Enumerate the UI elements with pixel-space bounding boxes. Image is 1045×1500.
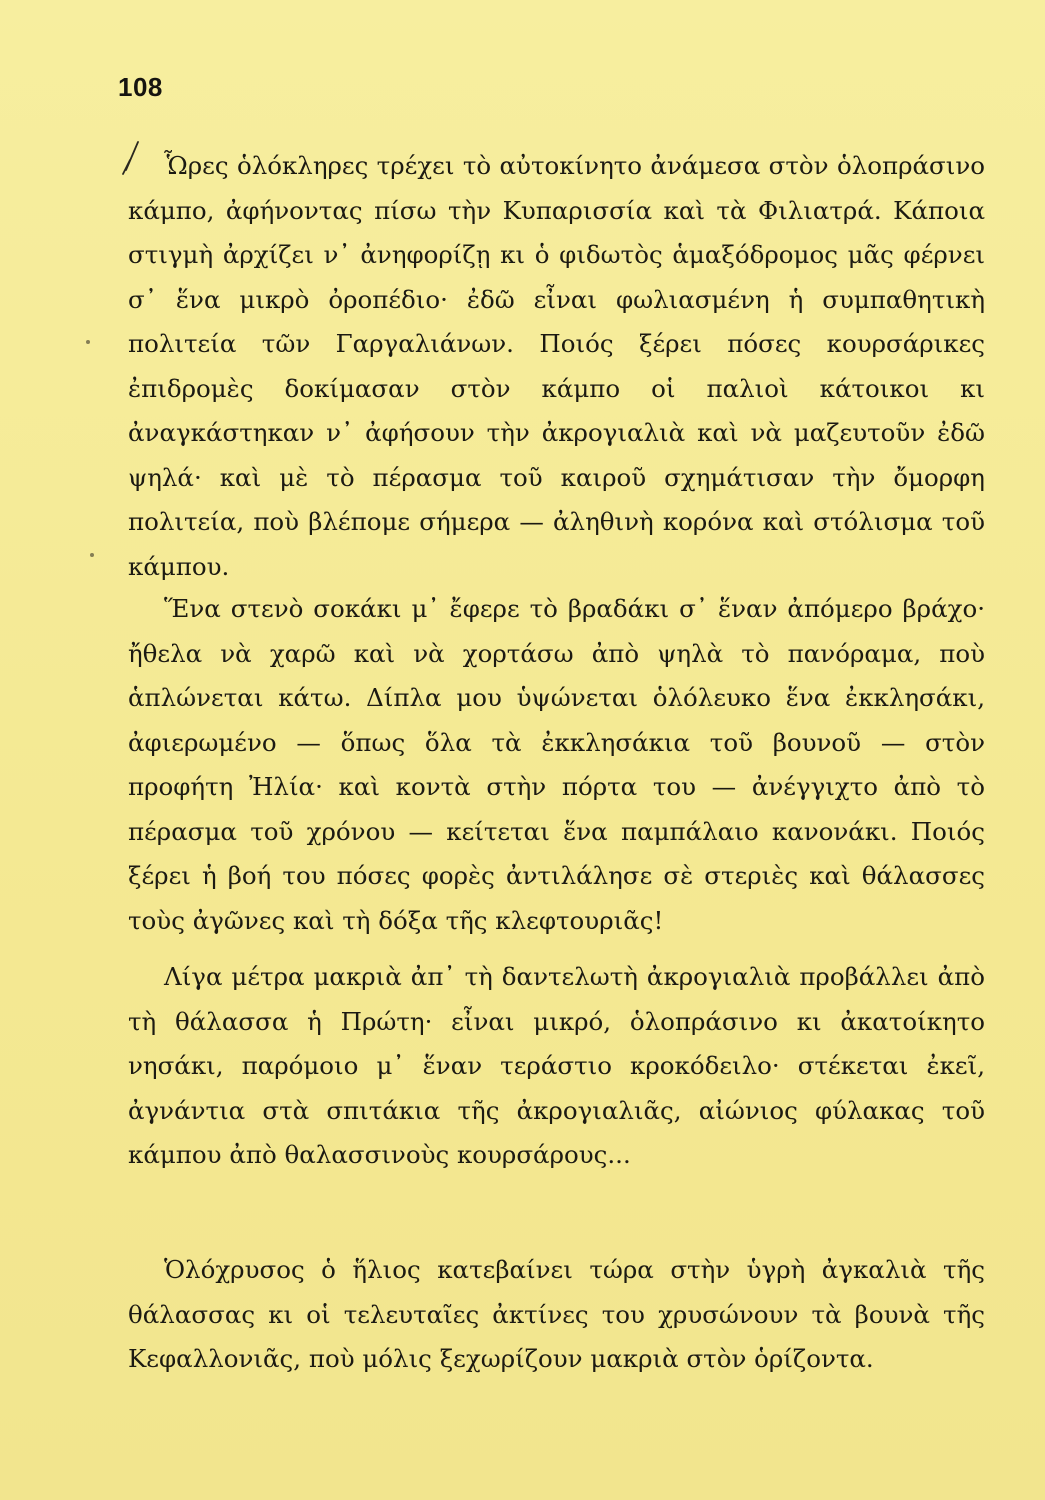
page-number: 108 <box>118 72 163 102</box>
paragraph-gargalianoi <box>128 144 985 589</box>
paragraph-text: Ὧρες ὁλόκληρες τρέχει τὸ αὐτοκίνητο ἀνάμεσα στὸν ὁλοπράσινο κάμπο, ἀφήνοντας πίσω τὴν Κυπαρισσία καὶ τὰ Φιλιατρά. Κάποια στιγμὴ ἀρχίζει ν᾽ ἀνηφορίζῃ κι ὁ φιδωτὸς ἁμαξόδρομος μᾶς φέρνει σ᾽ ἕνα μικρὸ ὀροπέδιο· ἐδῶ εἶναι φωλιασμένη ἡ συμπαθητικὴ πολιτεία τῶν Γαργαλιάνων. Ποιός ξέρει πόσες κουρσάρικες ἐπιδρομὲς δοκίμασαν στὸν κάμπο οἱ παλιοὶ κάτοικοι κι ἀναγκάστηκαν ν᾽ ἀφήσουν τὴν ἀκρογιαλιὰ καὶ νὰ μαζευτοῦν ἐδῶ ψηλά· καὶ μὲ τὸ πέρασμα τοῦ καιροῦ σχημάτισαν τὴν ὄμορφη πολιτεία, ποὺ βλέπομε σήμερα — ἀληθινὴ κορόνα καὶ στόλισμα τοῦ κάμπου. <box>128 151 985 581</box>
paragraph-sunset <box>128 1248 985 1382</box>
paragraph-proti-island <box>128 955 985 1178</box>
paragraph-chapel-cannon <box>128 587 985 943</box>
page-speck <box>86 340 90 344</box>
paragraph-text: Ὁλόχρυσος ὁ ἥλιος κατεβαίνει τώρα στὴν ὑγρὴ ἀγκαλιὰ τῆς θάλασσας κι οἱ τελευταῖες ἀκτίνες του χρυσώνουν τὰ βουνὰ τῆς Κεφαλλονιᾶς, ποὺ μόλις ξεχωρίζουν μακριὰ στὸν ὁρίζοντα. <box>128 1255 985 1373</box>
page-speck <box>90 553 94 557</box>
paragraph-text: Ἕνα στενὸ σοκάκι μ᾽ ἔφερε τὸ βραδάκι σ᾽ ἕναν ἀπόμερο βράχο· ἤθελα νὰ χαρῶ καὶ νὰ χορτάσω ἀπὸ ψηλὰ τὸ πανόραμα, ποὺ ἁπλώνεται κάτω. Δίπλα μου ὑψώνεται ὁλόλευκο ἕνα ἐκκλησάκι, ἀφιερωμένο — ὅπως ὅλα τὰ ἐκκλησάκια τοῦ βουνοῦ — στὸν προφήτη Ἠλία· καὶ κοντὰ στὴν πόρτα του — ἀνέγγιχτο ἀπὸ τὸ πέρασμα τοῦ χρόνου — κείτεται ἕνα παμπάλαιο κανονάκι. Ποιός ξέρει ἡ βοή του πόσες φορὲς ἀντιλάλησε σὲ στεριὲς καὶ θάλασσες τοὺς ἀγῶνες καὶ τὴ δόξα τῆς κλεφτουριᾶς! <box>128 594 985 935</box>
paragraph-text: Λίγα μέτρα μακριὰ ἀπ᾽ τὴ δαντελωτὴ ἀκρογιαλιὰ προβάλλει ἀπὸ τὴ θάλασσα ἡ Πρώτη· εἶναι μικρό, ὁλοπράσινο κι ἀκατοίκητο νησάκι, παρόμοιο μ᾽ ἕναν τεράστιο κροκόδειλο· στέκεται ἐκεῖ, ἀγνάντια στὰ σπιτάκια τῆς ἀκρογιαλιᾶς, αἰώνιος φύλακας τοῦ κάμπου ἀπὸ θαλασσινοὺς κουρσάρους... <box>128 962 985 1169</box>
